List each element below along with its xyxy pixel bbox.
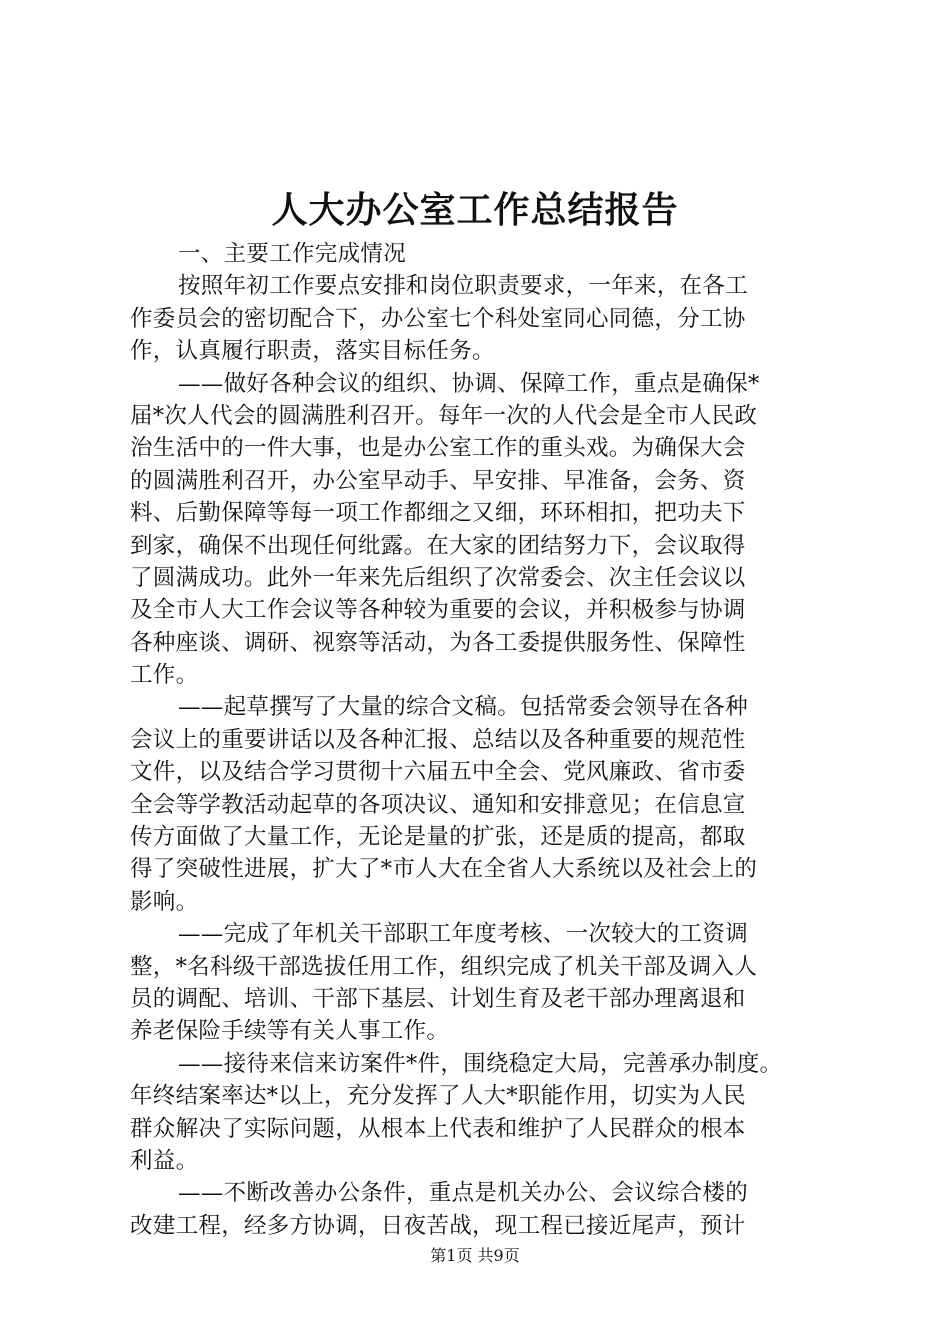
text-line: ——完成了年机关干部职工年度考核、一次较大的工资调 <box>178 921 749 948</box>
text-line: 员的调配、培训、干部下基层、计划生育及老干部办理离退和 <box>130 985 746 1012</box>
document-body <box>130 238 840 1242</box>
text-line: ——接待来信来访案件*件，围绕稳定大局，完善承办制度。 <box>178 1050 783 1077</box>
text-line: 了圆满成功。此外一年来先后组织了次常委会、次主任会议以 <box>130 564 746 591</box>
text-line: 会议上的重要讲话以及各种汇报、总结以及各种重要的规范性 <box>130 726 746 753</box>
text-line: 到家，确保不出现任何纰露。在大家的团结努力下，会议取得 <box>130 532 746 559</box>
text-line: 一、主要工作完成情况 <box>178 241 407 267</box>
text-line: 作，认真履行职责，落实目标任务。 <box>130 338 495 365</box>
text-line: 年终结案率达*以上，充分发挥了人大*职能作用，切实为人民 <box>130 1083 746 1110</box>
text-line: 各种座谈、调研、视察等活动，为各工委提供服务性、保障性 <box>130 629 746 656</box>
text-line: ——做好各种会议的组织、协调、保障工作，重点是确保* <box>178 370 760 397</box>
text-line: 料、后勤保障等每一项工作都细之又细，环环相扣，把功夫下 <box>130 500 746 527</box>
document-title: 人大办公室工作总结报告 <box>271 189 679 231</box>
text-line: ——不断改善办公条件，重点是机关办公、会议综合楼的 <box>178 1180 749 1207</box>
text-line: 整，*名科级干部选拔任用工作，组织完成了机关干部及调入人 <box>130 953 758 980</box>
text-line: 按照年初工作要点安排和岗位职责要求，一年来，在各工 <box>178 273 749 300</box>
text-line: 养老保险手续等有关人事工作。 <box>130 1018 450 1045</box>
text-line: 得了突破性进展，扩大了*市人大在全省人大系统以及社会上的 <box>130 856 758 883</box>
page-number: 第1页 共9页 <box>430 1246 520 1265</box>
text-line: 作委员会的密切配合下，办公室七个科处室同心同德，分工协 <box>130 305 746 332</box>
text-line: 届*次人代会的圆满胜利召开。每年一次的人代会是全市人民政 <box>130 402 758 429</box>
text-line: 的圆满胜利召开，办公室早动手、早安排、早准备，会务、资 <box>130 467 746 494</box>
text-line: 改建工程，经多方协调，日夜苦战，现工程已接近尾声，预计 <box>130 1212 746 1239</box>
text-line: 工作。 <box>130 662 199 689</box>
text-line: 治生活中的一件大事，也是办公室工作的重头戏。为确保大会 <box>130 435 746 462</box>
text-line: 文件，以及结合学习贯彻十六届五中全会、党风廉政、省市委 <box>130 759 746 786</box>
text-line: 及全市人大工作会议等各种较为重要的会议，并积极参与协调 <box>130 597 746 624</box>
text-line: 传方面做了大量工作，无论是量的扩张，还是质的提高，都取 <box>130 824 746 851</box>
text-line: 群众解决了实际问题，从根本上代表和维护了人民群众的根本 <box>130 1115 746 1142</box>
text-line: 利益。 <box>130 1147 199 1174</box>
text-line: ——起草撰写了大量的综合文稿。包括常委会领导在各种 <box>178 694 749 721</box>
text-line: 影响。 <box>130 888 199 915</box>
text-line: 全会等学教活动起草的各项决议、通知和安排意见；在信息宣 <box>130 791 746 818</box>
